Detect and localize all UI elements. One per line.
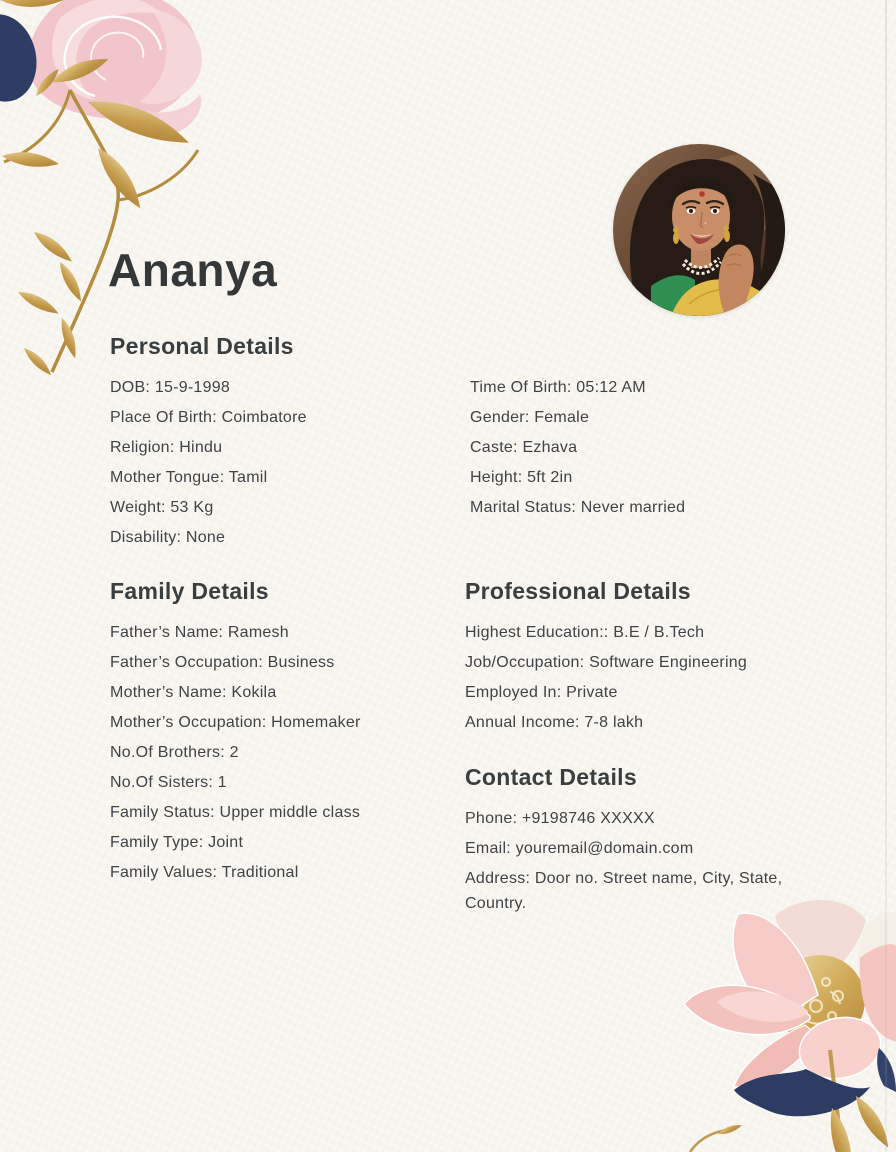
detail-item-family-type: Family Type: Joint [110, 834, 244, 851]
gold-branch-icon [0, 0, 198, 378]
section-title-professional: Professional Details [465, 578, 691, 604]
detail-item-marital-status: Marital Status: Never married [470, 499, 686, 516]
navy-leaf-icon [734, 1069, 870, 1116]
profile-photo [613, 144, 785, 316]
detail-item-gender: Gender: Female [470, 409, 590, 426]
section-title-personal: Personal Details [110, 333, 294, 359]
detail-item-dob: DOB: 15-9-1998 [110, 379, 231, 396]
detail-item-time-of-birth: Time Of Birth: 05:12 AM [470, 379, 646, 396]
section-title-family: Family Details [110, 578, 269, 604]
detail-item-email: Email: youremail@domain.com [465, 840, 694, 857]
detail-item-family-values: Family Values: Traditional [110, 864, 299, 881]
section-contact-details [465, 764, 810, 919]
detail-item-phone: Phone: +9198746 XXXXX [465, 810, 655, 827]
detail-item-brothers: No.Of Brothers: 2 [110, 744, 239, 761]
detail-item-caste: Caste: Ezhava [470, 439, 578, 456]
personal-details-left-column [110, 373, 470, 553]
detail-item-religion: Religion: Hindu [110, 439, 223, 456]
detail-item-annual-income: Annual Income: 7-8 lakh [465, 714, 644, 731]
page-edge-line [885, 0, 887, 1152]
floral-decoration-bottom-right [680, 900, 896, 1152]
floral-decoration-top-left [0, 0, 310, 380]
detail-item-mother-tongue: Mother Tongue: Tamil [110, 469, 268, 486]
detail-item-employed-in: Employed In: Private [465, 684, 618, 701]
detail-item-highest-education: Highest Education:: B.E / B.Tech [465, 624, 705, 641]
detail-item-fathers-occupation: Father’s Occupation: Business [110, 654, 335, 671]
detail-item-mothers-occupation: Mother’s Occupation: Homemaker [110, 714, 361, 731]
detail-item-job-occupation: Job/Occupation: Software Engineering [465, 654, 748, 671]
detail-item-weight: Weight: 53 Kg [110, 499, 214, 516]
personal-details-right-column [470, 373, 800, 553]
detail-item-mothers-name: Mother’s Name: Kokila [110, 684, 277, 701]
detail-item-sisters: No.Of Sisters: 1 [110, 774, 227, 791]
section-row-family-professional [110, 578, 810, 919]
detail-item-fathers-name: Father’s Name: Ramesh [110, 624, 289, 641]
detail-item-address: Address: Door no. Street name, City, State, Country. [465, 870, 783, 912]
rose-icon [29, 0, 203, 137]
navy-petal-icon [0, 8, 44, 108]
section-personal-details [110, 333, 800, 553]
lotus-icon [684, 900, 896, 1152]
profile-name: Ananya [108, 244, 278, 296]
section-title-contact: Contact Details [465, 764, 637, 790]
section-professional-details [465, 578, 810, 738]
detail-item-height: Height: 5ft 2in [470, 469, 573, 486]
portrait-illustration [613, 144, 785, 316]
section-professional-and-contact [465, 578, 810, 919]
gold-leaves-icon [690, 1092, 895, 1152]
section-family-details [110, 578, 465, 919]
detail-item-disability: Disability: None [110, 529, 226, 546]
detail-item-place-of-birth: Place Of Birth: Coimbatore [110, 409, 307, 426]
detail-item-family-status: Family Status: Upper middle class [110, 804, 361, 821]
